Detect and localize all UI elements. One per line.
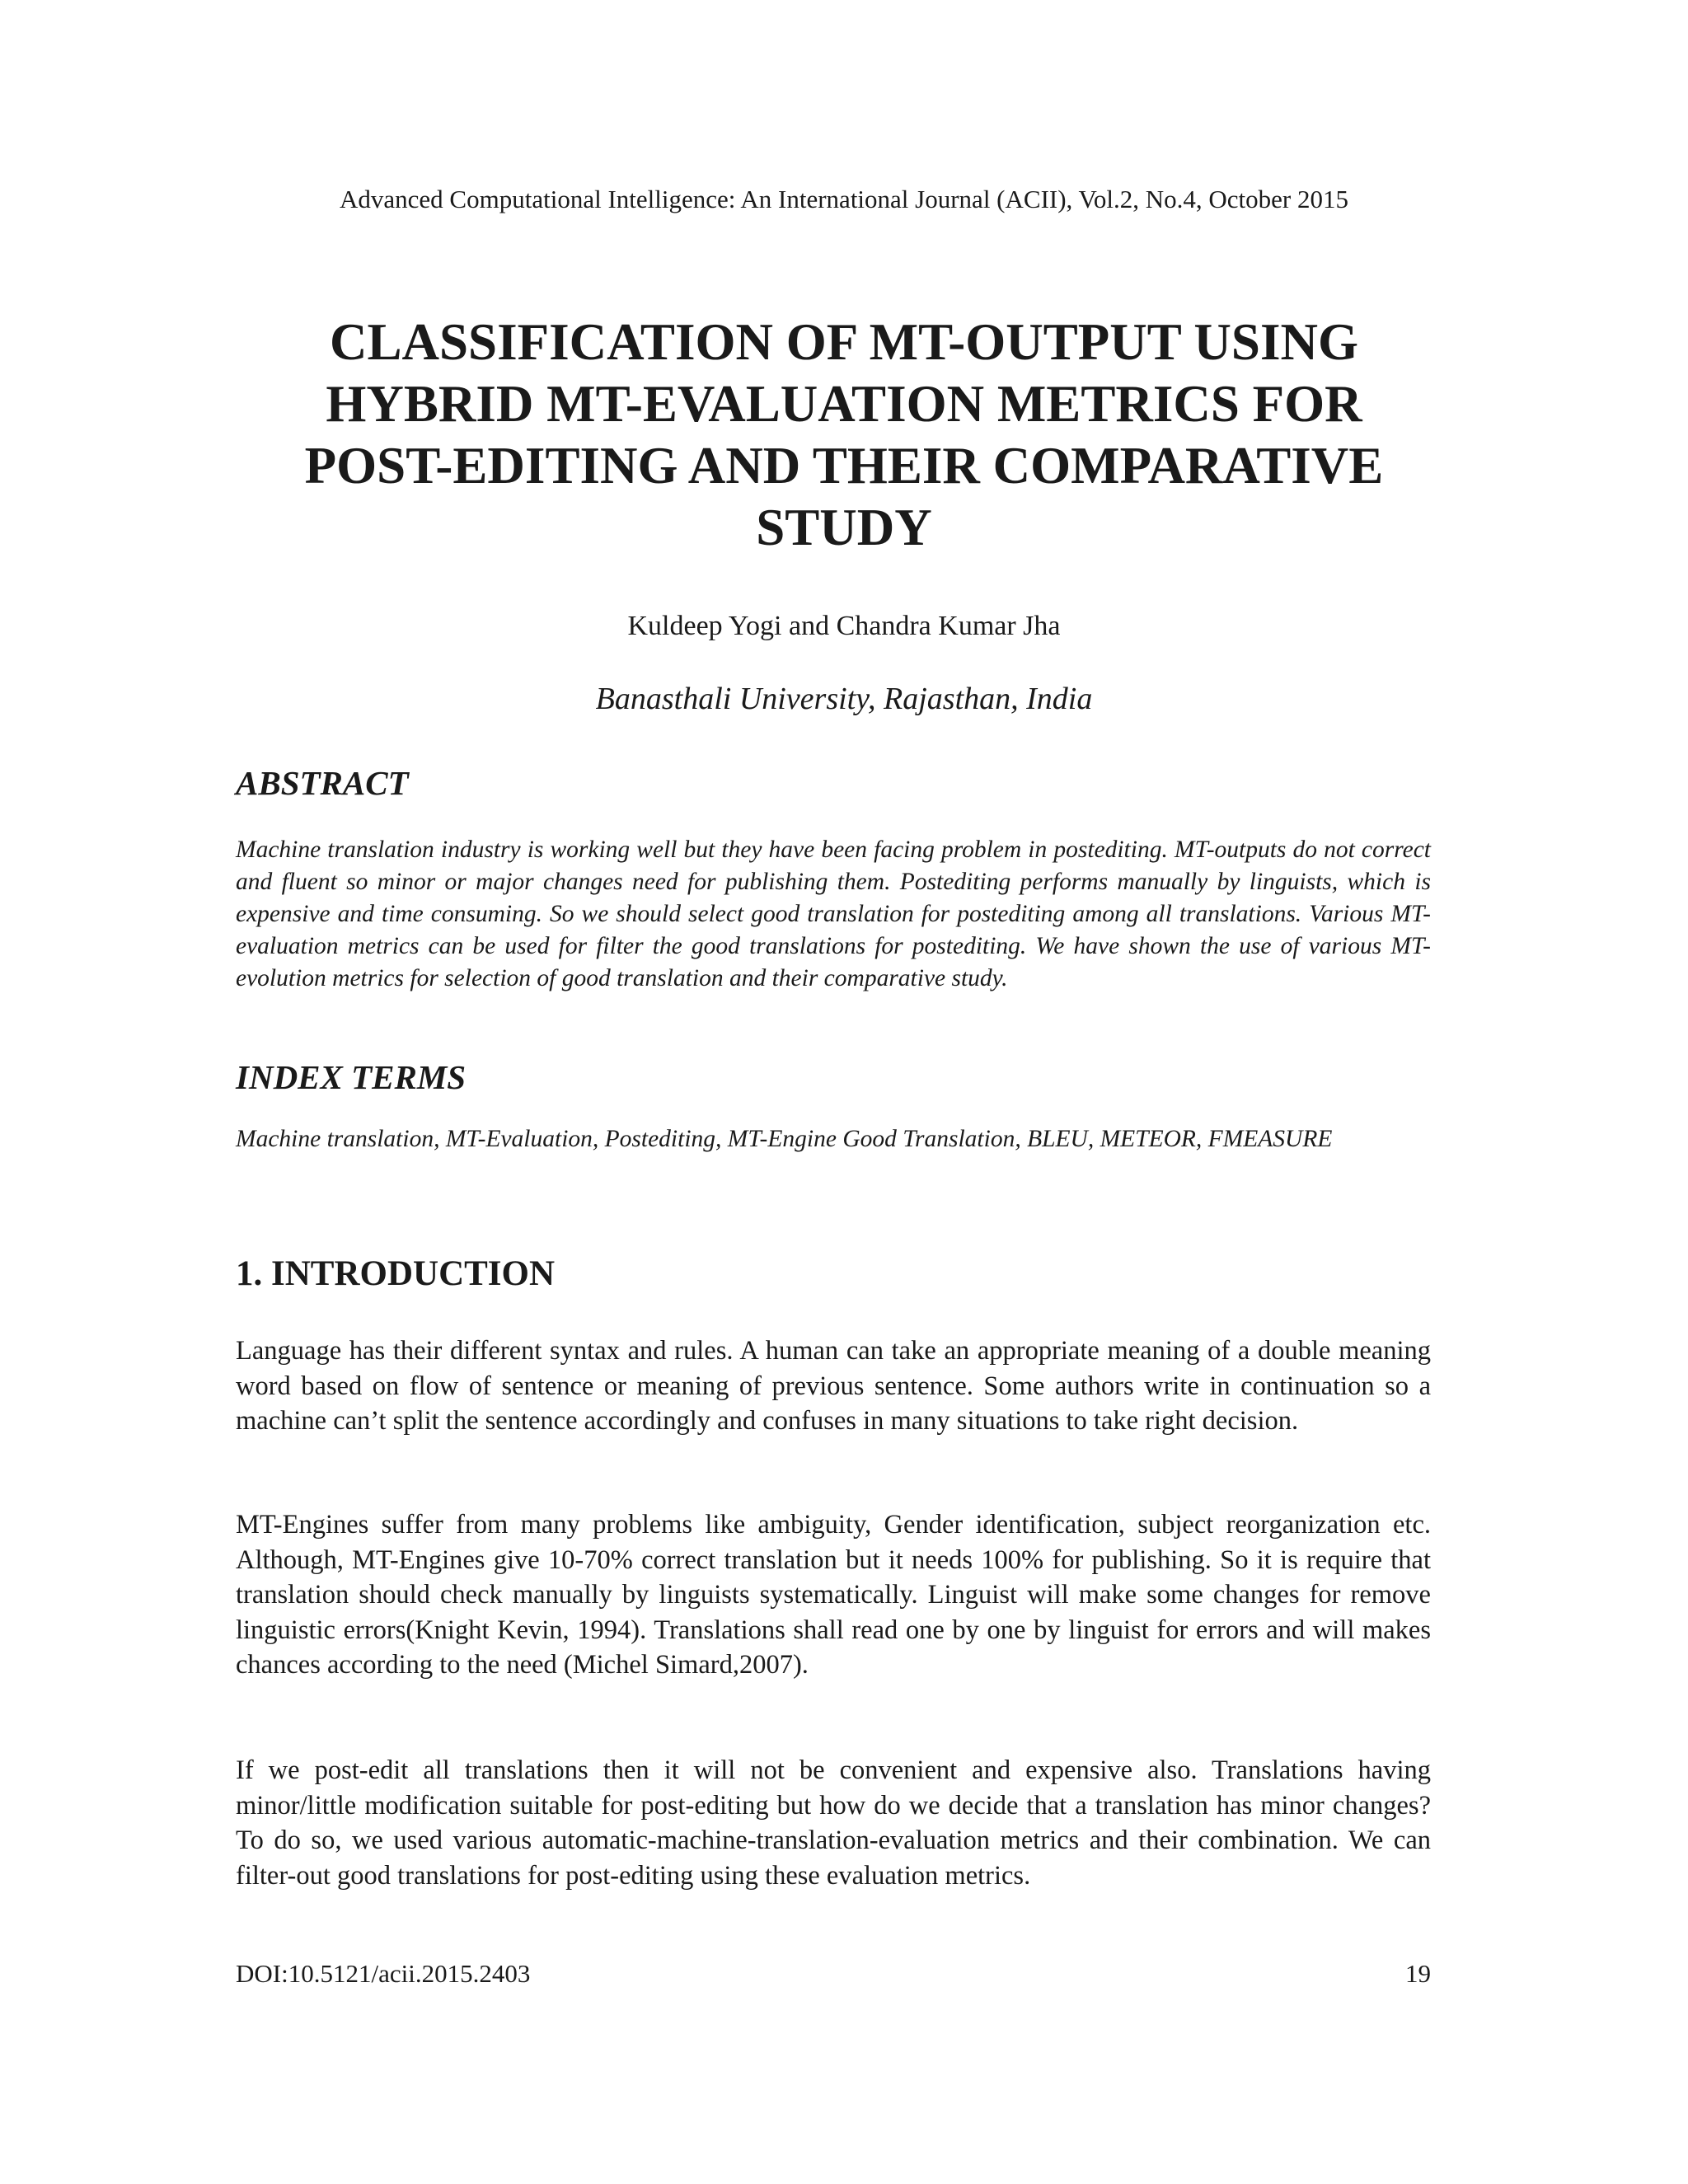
running-header: Advanced Computational Intelligence: An International Journal (ACII), Vol.2, No.4, October 2015 [340,185,1348,213]
abstract-body: Machine translation industry is working well but they have been facing problem in postediting. MT-outputs do not correct and fluent so minor or major changes need for publishing them. Postediting performs manually by linguists, which is expensive and time consuming. So we should select good translation for postediting among all translations. Various MT-evaluation metrics can be used for filter the good translations for postediting. We have shown the use of various MT-evolution metrics for selection of good translation and their comparative study. [236,837,1431,991]
introduction-paragraph: Language has their different syntax and rules. A human can take an appropriate meaning of a double meaning word based on flow of sentence or meaning of previous sentence. Some authors write in continuation so a machine can’t split the sentence accordingly and confuses in many situations to take right decision. [236,1336,1431,1436]
affiliation: Banasthali University, Rajasthan, India [595,682,1093,716]
index-terms-heading: INDEX TERMS [236,1058,467,1096]
page-number: 19 [1405,1959,1431,1988]
doi-link[interactable]: DOI:10.5121/acii.2015.2403 [236,1959,531,1988]
index-terms-body: Machine translation, MT-Evaluation, Postediting, MT-Engine Good Translation, BLEU, METEOR, FMEASURE [236,1126,1333,1152]
introduction-paragraph: If we post-edit all translations then it will not be convenient and expensive also. Translations having minor/little modification suitable for post-editing but how do we decide that a translation has minor changes? To do so, we used various automatic-machine-translation-evaluation metrics and their combination. We can filter-out good translations for post-editing using these evaluation metrics. [236,1755,1431,1891]
abstract-heading: ABSTRACT [236,764,409,802]
introduction-paragraph: MT-Engines suffer from many problems like ambiguity, Gender identification, subject reorganization etc. Although, MT-Engines give 10-70% correct translation but it needs 100% for publishing. So it is require that translation should check manually by linguists systematically. Linguist will make some changes for remove linguistic errors(Knight Kevin, 1994). Translations shall read one by one by linguist for errors and will makes chances according to the need (Michel Simard,2007). [236,1510,1431,1680]
authors: Kuldeep Yogi and Chandra Kumar Jha [627,611,1061,641]
introduction-heading: 1. INTRODUCTION [236,1254,556,1293]
paper-title [198,312,1490,559]
title-line: HYBRID MT-EVALUATION METRICS FOR [326,375,1362,433]
title-line: STUDY [756,499,932,556]
title-line: CLASSIFICATION OF MT-OUTPUT USING [330,313,1358,371]
title-line: POST-EDITING AND THEIR COMPARATIVE [304,437,1384,494]
